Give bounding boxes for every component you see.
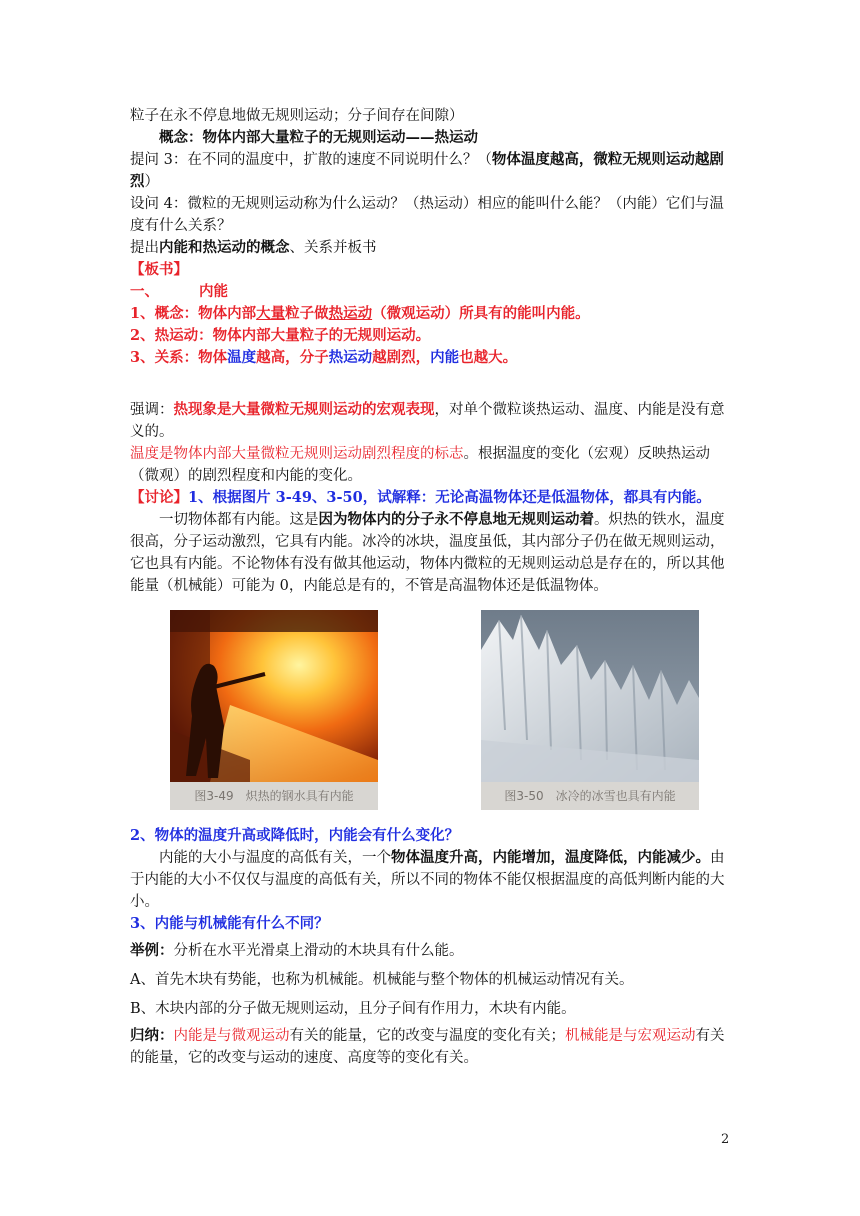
q3-answer: 物体温度越高，微粒无规则运动越剧烈 <box>130 151 724 190</box>
example-text: 分析在水平光滑桌上滑动的木块具有什么能。 <box>173 943 464 959</box>
text-block-bottom <box>130 825 736 1069</box>
discussion-answer-2 <box>130 847 736 913</box>
summary-mechanical: 机械能是与宏观运动 <box>565 1028 696 1044</box>
answer2-bold: 物体温度升高，内能增加，温度降低，内能减少。 <box>391 849 710 866</box>
answer2-a: 内能的大小与温度的高低有关，一个 <box>159 850 391 866</box>
temperature-key: 温度是物体内部大量微粒无规则运动剧烈程度的标志 <box>130 446 464 462</box>
item3-e: 越剧烈， <box>372 349 431 366</box>
answer2-c: 由于内能的大小不仅仅与温度的高低有关，所以不同的物体不能仅根据温度的高低判断内能的大小。 <box>130 850 725 910</box>
question-4: 设问 4：微粒的无规则运动称为什么运动？（热运动）相应的能叫什么能？（内能）它们与温度有什么关系？ <box>130 196 724 234</box>
text-block-middle <box>130 399 736 597</box>
section-number: 一、 <box>130 283 159 300</box>
summary-internal: 内能是与微观运动 <box>173 1028 290 1044</box>
emphasis-rest: ，对单个微粒谈热运动、温度、内能是没有意义的。 <box>130 402 725 440</box>
discussion-answer-1 <box>130 509 736 597</box>
q3-text: 提问 3：在不同的温度中，扩散的速度不同说明什么？（ <box>130 152 492 168</box>
proposal-prefix: 提出 <box>130 240 159 256</box>
summary-label: 归纳： <box>130 1027 174 1044</box>
example-b: B、木块内部的分子做无规则运动，且分子间有作用力，木块有内能。 <box>130 1001 576 1017</box>
proposal-bold: 内能和热运动的概念 <box>159 239 290 256</box>
board-item-1 <box>130 303 736 325</box>
discussion-question-2: 2、物体的温度升高或降低时，内能会有什么变化？ <box>130 827 460 844</box>
example-line <box>130 940 736 962</box>
answer1-c: 。炽热的铁水，温度很高，分子运动激烈，它具有内能。冰冷的冰块，温度虽低，其内部分子仍在做无规则运动，它也具有内能。不论物体有没有做其他运动，物体内微粒的无规则运动总是存在的，所以其他能量（机械能）可能为 0，内能总是有的，不管是高温物体还是低温物体。 <box>130 512 725 594</box>
item1-b: 大量 <box>256 305 286 322</box>
board-item-2: 2、热运动：物体内部大量粒子的无规则运动。 <box>130 327 431 344</box>
summary-paragraph <box>130 1025 736 1069</box>
item3-f: 内能 <box>430 349 460 366</box>
discussion-q1-text: 1、根据图片 3-49、3-50，试解释：无论高温物体还是低温物体，都具有内能。 <box>188 489 711 506</box>
figure-3-50-caption: 图3-50 冰冷的冰雪也具有内能 <box>504 789 676 803</box>
example-a: A、首先木块有势能，也称为机械能。机械能与整个物体的机械运动情况有关。 <box>130 972 634 988</box>
answer1-bold: 因为物体内的分子永不停息地无规则运动着 <box>318 511 594 528</box>
example-label: 举例： <box>130 942 174 959</box>
concept-heat-motion: 概念：物体内部大量粒子的无规则运动——热运动 <box>159 129 478 146</box>
section-title: 内能 <box>199 283 228 300</box>
item1-e: （微观运动）所具有的能叫内能。 <box>372 305 590 322</box>
item3-a: 3、关系：物体 <box>130 349 228 366</box>
figure-3-49-caption: 图3-49 炽热的钢水具有内能 <box>194 789 354 803</box>
temperature-paragraph <box>130 443 736 487</box>
proposal-line <box>130 237 736 259</box>
question-3 <box>130 149 736 193</box>
discussion-question-3: 3、内能与机械能有什么不同？ <box>130 915 329 932</box>
item1-d: 热运动 <box>328 305 373 322</box>
paragraph-continuation: 粒子在永不停息地做无规则运动；分子间存在间隙） <box>130 108 464 124</box>
figure-3-50-ice-snow <box>481 610 699 810</box>
item3-c: 越高，分子 <box>256 349 329 366</box>
discussion-label: 【讨论】 <box>130 489 188 506</box>
text-block-top <box>130 105 736 369</box>
q3-close: ） <box>144 174 159 190</box>
discussion-question-1 <box>130 487 736 509</box>
proposal-suffix: 、关系并板书 <box>289 240 377 256</box>
molten-steel-image <box>170 610 378 810</box>
temperature-rest: 。根据温度的变化（宏观）反映热运动（微观）的剧烈程度和内能的变化。 <box>130 446 710 484</box>
item1-c: 粒子做 <box>285 305 329 322</box>
page-number: 2 <box>721 1132 730 1147</box>
ice-snow-image <box>481 610 699 810</box>
item1-a: 1、概念：物体内部 <box>130 305 257 322</box>
figure-3-49-molten-steel <box>170 610 378 810</box>
summary-mechanical-rest: 有关的能量，它的改变与运动的速度、高度等的变化有关。 <box>130 1028 725 1066</box>
emphasis-key: 热现象是大量微粒无规则运动的宏观表现 <box>173 401 435 418</box>
item3-b: 温度 <box>227 349 257 366</box>
item3-d: 热运动 <box>328 349 373 366</box>
answer1-a: 一切物体都有内能。这是 <box>159 512 319 528</box>
emphasis-label: 强调： <box>130 402 174 418</box>
emphasis-paragraph <box>130 399 736 443</box>
summary-internal-rest: 有关的能量，它的改变与温度的变化有关； <box>289 1028 565 1044</box>
section-heading-internal-energy <box>130 281 736 303</box>
board-item-3 <box>130 347 736 369</box>
item3-g: 也越大。 <box>459 349 518 366</box>
banshu-heading: 【板书】 <box>130 261 188 278</box>
